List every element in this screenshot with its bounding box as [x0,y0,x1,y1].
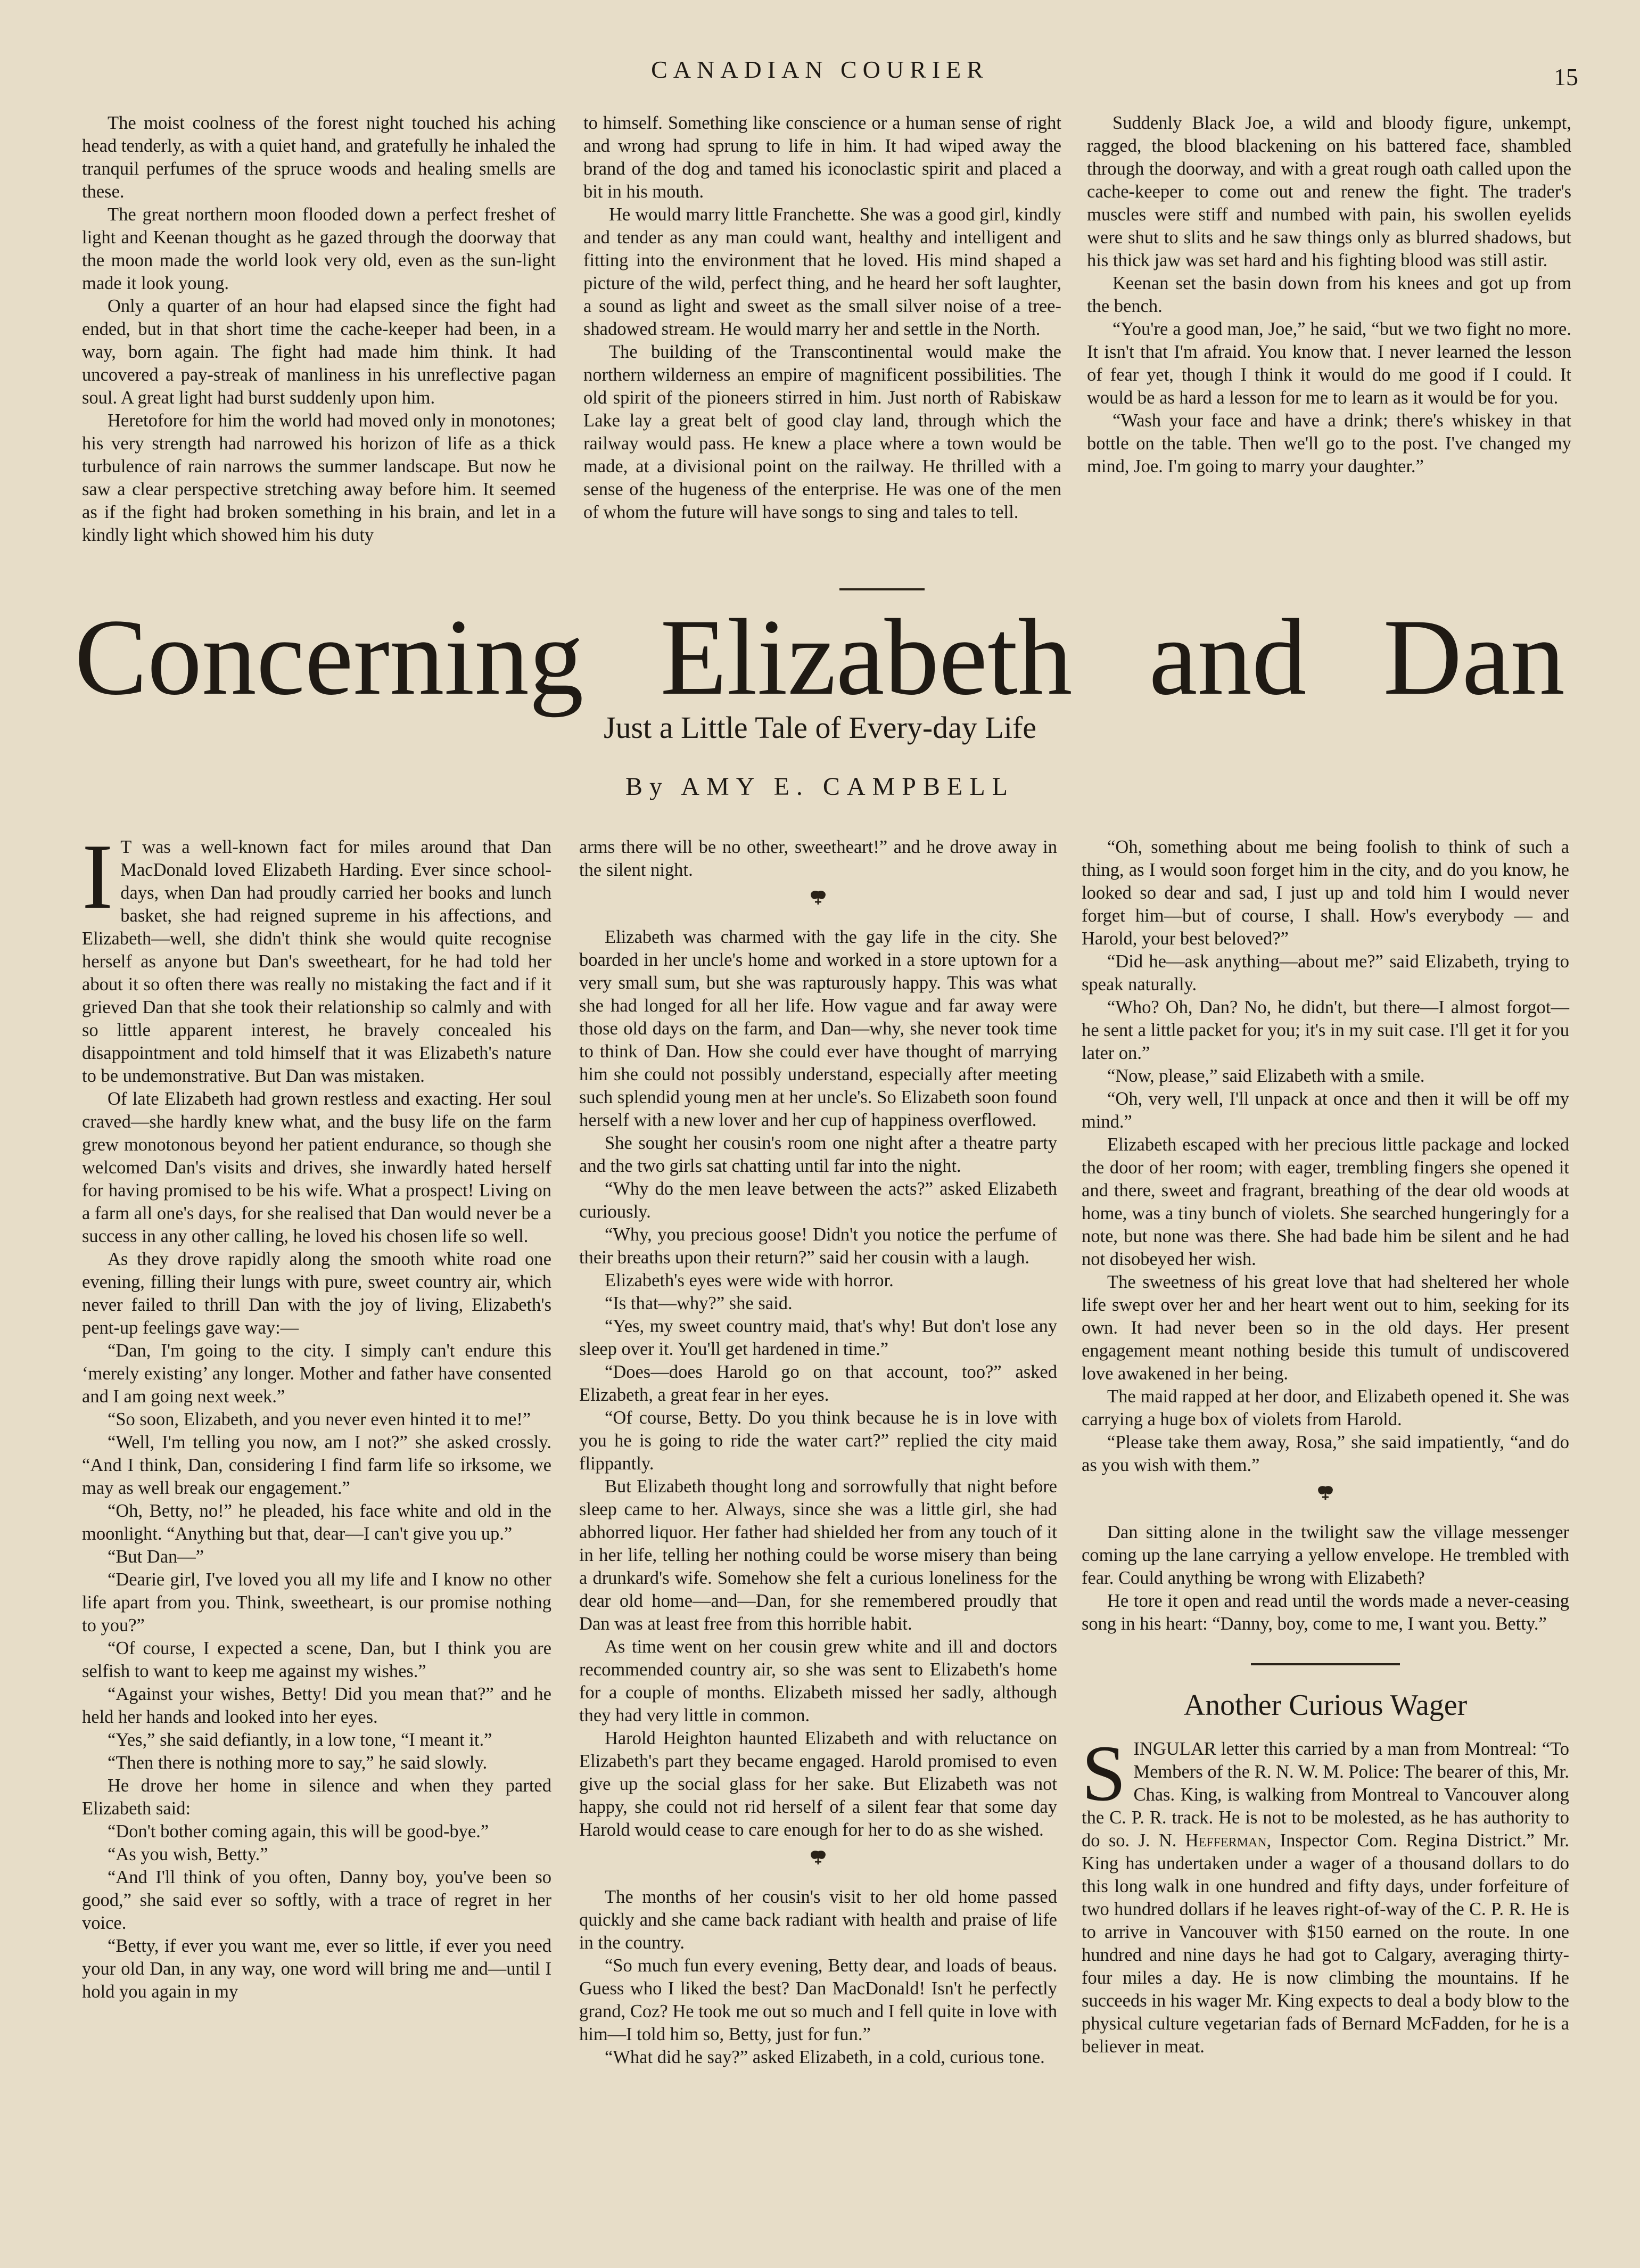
fleuron-ornament-icon [579,889,1057,912]
paragraph: “What did he say?” asked Elizabeth, in a cold, curious tone. [605,2047,1045,2067]
paragraph: “So much fun every evening, Betty dear, and loads of beaus. Guess who I liked the best? Dan MacDonald! Isn't he perfectly grand, Coz? He took me out so much and I fell quite in love with him—I told him so, Betty, just for fun.” [579,1955,1057,2044]
paragraph: As they drove rapidly along the smooth white road one evening, filling their lungs with pure, sweet country air, which never failed to thrill Dan with the joy of living, Elizabeth's pent-up feelings gave way:— [82,1249,551,1338]
sidebar-title: Another Curious Wager [1183,1689,1468,1722]
story-byline: By AMY E. CAMPBELL [625,773,1015,801]
paragraph: As time went on her cousin grew white and ill and doctors recommended country air, so she was sent to Elizabeth's home for a couple of months. Elizabeth missed her sadly, although they had very little in common. [579,1637,1057,1725]
paragraph: Suddenly Black Joe, a wild and bloody figure, unkempt, ragged, the blood blackening on his battered face, shambled through the doorway, and with a great rough oath called upon the cache-keeper to come out and renew the fight. The trader's muscles were stiff and numbed with pain, his swollen eyelids were shut to slits and he saw things only as blurred shadows, but his thick jaw was set hard and his fighting blood was still astir. [1087,113,1571,270]
story-column-3 [1082,836,1569,2058]
paragraph: “Does—does Harold go on that account, too?” asked Elizabeth, a great fear in her eyes. [579,1362,1057,1405]
paragraph: “Well, I'm telling you now, am I not?” she asked crossly. “And I think, Dan, considering I find farm life so irksome, we may as well break our engagement.” [82,1432,551,1498]
fleuron-ornament-icon [1082,1484,1569,1507]
paragraph: The building of the Transcontinental would make the northern wilderness an empire of magnificent possibilities. The old spirit of the pioneers stirred in him. Just north of Rabiskaw Lake lay a great belt of good clay land, through which the railway would pass. He knew a place where a town would be made, at a divisional point on the railway. He thrilled with a sense of the hugeness of the enterprise. He was one of the men of whom the future will have songs to sing and tales to tell. [583,342,1061,522]
paragraph: “Is that—why?” she said. [605,1293,793,1313]
top-story-column-1 [82,112,556,547]
story-column-1 [82,825,551,2003]
paragraph: “As you wish, Betty.” [108,1844,268,1864]
inspector-name: Hefferman [1185,1830,1267,1851]
paragraph: Harold Heighton haunted Elizabeth and with reluctance on Elizabeth's part they became engaged. Harold promised to even give up the social glass for her sake. But Elizabeth was not happy, she could not rid herself of a silent fear that some day Harold would cease to care enough for her to do as she wished. [579,1728,1057,1840]
paragraph: arms there will be no other, sweetheart!” and he drove away in the silent night. [579,837,1057,880]
paragraph: “Oh, Betty, no!” he pleaded, his face white and old in the moonlight. “Anything but that, dear—I can't give you up.” [82,1501,551,1544]
paragraph: The months of her cousin's visit to her old home passed quickly and she came back radiant with health and praise of life in the country. [579,1887,1057,1953]
paragraph: He tore it open and read until the words made a never-ceasing song in his heart: “Danny, boy, come to me, I want you. Betty.” [1082,1591,1569,1634]
sidebar-text: SINGULAR letter this carried by a man from Montreal: “To Members of the R. N. W. M. Police: The bearer of this, Mr. Chas. King, is walking from Montreal to Vancouver along the C. P. R. track. He is not to be molested, as he has authority to do so. J. N. Hefferman, Inspector Com. Regina District.” Mr. King has undertaken under a wager of a thousand dollars to do this long walk in one hundred and fifty days, under forfeiture of two hundred dollars if he leaves right-of-way of the C. P. R. He is to arrive in Vancouver with $150 earned on the route. In one hundred and nine days he had got to Calgary, averaging thirty-four miles a day. He is now climbing the mountains. If he succeeds in his wager Mr. King expects to deal a body blow to the physical culture vegetarian fads of Bernard McFadden, for he is a believer in meat. [1082,1729,1569,2057]
paragraph: “Wash your face and have a drink; there's whiskey in that bottle on the table. Then we'll go to the post. I've changed my mind, Joe. I'm going to marry your daughter.” [1087,410,1571,476]
paragraph: “Why do the men leave between the acts?” asked Elizabeth curiously. [579,1179,1057,1222]
paragraph: T was a well-known fact for miles around that Dan MacDonald loved Elizabeth Harding. Ever since school-days, when Dan had proudly carried her books and lunch basket, she had reigned supreme in his affections, and Elizabeth—well, she didn't think she would quite recognise herself as anyone but Dan's sweetheart, for he had told her about it so often there was really no mistaking the fact and if it grieved Dan that she took their relationship so calmly and with so little apparent interest, he bravely concealed his disappointment and told himself that it was Elizabeth's nature to be undemonstrative. But Dan was mistaken. [82,837,551,1086]
paragraph: “Now, please,” said Elizabeth with a smile. [1107,1066,1425,1086]
paragraph: The sweetness of his great love that had sheltered her whole life swept over her and her heart went out to him, seeking for its own. It had never been so in the old days. Her present engagement meant nothing beside this tumult of undiscovered love awakened in her being. [1082,1272,1569,1384]
paragraph: “But Dan—” [108,1547,204,1567]
paragraph: “Betty, if ever you want me, ever so little, if ever you need your old Dan, in any way, one word will bring me and—until I hold you again in my [82,1936,551,2002]
paragraph: Elizabeth escaped with her precious little package and locked the door of her room; with eager, trembling fingers she opened it and there, sweet and fragrant, breathing of the dear old woods at home, was a tiny bunch of violets. She searched hungeringly for a note, but none was there. She had bade him be silent and he had not disobeyed her wish. [1082,1135,1569,1269]
paragraph: Dan sitting alone in the twilight saw the village messenger coming up the lane carrying a yellow envelope. He trembled with fear. Could anything be wrong with Elizabeth? [1082,1522,1569,1588]
paragraph: Elizabeth's eyes were wide with horror. [605,1270,894,1291]
sidebar-divider [1251,1663,1400,1665]
paragraph: Heretofore for him the world had moved only in monotones; his very strength had narrowed his horizon of life as a thick turbulence of rain narrows the summer landscape. But now he saw a clear perspective stretching away before him. It seemed as if the fight had broken something in his brain, and let in a kindly light which showed him his duty [82,410,556,545]
paragraph: “Who? Oh, Dan? No, he didn't, but there—I almost forgot—he sent a little packet for you; it's in my suit case. I'll get it for you later on.” [1082,997,1569,1063]
paragraph: Only a quarter of an hour had elapsed since the fight had ended, but in that short time the cache-keeper had been, in a way, born again. The fight had made him think. It had uncovered a pay-streak of manliness in his unreflective pagan soul. A great light had burst suddenly upon him. [82,296,556,408]
paragraph: “Against your wishes, Betty! Did you mean that?” and he held her hands and looked into her eyes. [82,1684,551,1727]
paragraph: “Why, you precious goose! Didn't you notice the perfume of their breaths upon their return?” said her cousin with a laugh. [579,1225,1057,1268]
paragraph: The great northern moon flooded down a perfect freshet of light and Keenan thought as he gazed through the doorway that the moon made the world look very old, even as the sun-light made it look young. [82,204,556,293]
story-column-2 [579,836,1057,2069]
story-subtitle: Just a Little Tale of Every-day Life [603,710,1037,745]
paragraph: “Did he—ask anything—about me?” said Elizabeth, trying to speak naturally. [1082,951,1569,995]
sidebar-drop-cap: S [1082,1729,1126,1818]
paragraph: “Dearie girl, I've loved you all my life and I know no other life apart from you. Think, sweetheart, is our promise nothing to you?” [82,1569,551,1636]
paragraph: “Yes, my sweet country maid, that's why! But don't lose any sleep over it. You'll get hardened in time.” [579,1316,1057,1359]
paragraph: “Of course, I expected a scene, Dan, but I think you are selfish to want to keep me against my wishes.” [82,1638,551,1681]
paragraph: “Then there is nothing more to say,” he said slowly. [108,1753,488,1773]
paragraph: “You're a good man, Joe,” he said, “but we two fight no more. It isn't that I'm afraid. You know that. I never learned the lesson of fear yet, though I think it would do me good if I could. It would be as hard a lesson for me to learn as it would be for you. [1087,319,1571,408]
page-number: 15 [1554,63,1578,91]
paragraph: Keenan set the basin down from his knees and got up from the bench. [1087,273,1571,316]
paragraph: “Dan, I'm going to the city. I simply can't endure this ‘merely existing’ any longer. Mother and father have consented and I am going next week.” [82,1341,551,1407]
fleuron-ornament-icon [579,1849,1057,1872]
paragraph: But Elizabeth thought long and sorrowfully that night before sleep came to her. Always, since she was a little girl, she had abhorred liquor. Her father had shielded her from any touch of it in her life, telling her nothing could be worse misery than being a drunkard's wife. Somehow she felt a curious loneliness for the dear old home—and—Dan, for she remembered proudly that Dan was at least free from this horrible habit. [579,1476,1057,1634]
story-headline: Concerning Elizabeth and Dan [75,597,1565,718]
running-title: CANADIAN COURIER [651,56,989,83]
paragraph: Elizabeth was charmed with the gay life in the city. She boarded in her uncle's home and worked in a store uptown for a very small sum, but she was rapturously happy. This was what she had longed for all her life. How vague and far away were those old days on the farm, and Dan—why, she never took time to think of Dan. How she could ever have thought of marrying him she could not possibly understand, especially after meeting such splendid young men at her uncle's. So Elizabeth soon found herself with a new lover and her cup of happiness overflowed. [579,927,1057,1130]
paragraph: She sought her cousin's room one night after a theatre party and the two girls sat chatting until far into the night. [579,1133,1057,1176]
top-story-column-2 [583,112,1061,524]
paragraph: to himself. Something like conscience or a human sense of right and wrong had sprung to life in him. It had wiped away the brand of the dog and tamed his iconoclastic spirit and placed a bit in his mouth. [583,113,1061,202]
paragraph: “Please take them away, Rosa,” she said impatiently, “and do as you wish with them.” [1082,1432,1569,1475]
paragraph: “Don't bother coming again, this will be good-bye.” [108,1821,489,1842]
drop-cap: I [82,825,113,928]
paragraph: “And I'll think of you often, Danny boy, you've been so good,” she said ever so softly, with a trace of regret in her voice. [82,1867,551,1933]
paragraph: “So soon, Elizabeth, and you never even hinted it to me!” [108,1409,531,1429]
paragraph: “Oh, very well, I'll unpack at once and then it will be off my mind.” [1082,1089,1569,1132]
paragraph: “Yes,” she said defiantly, in a low tone, “I meant it.” [108,1730,492,1750]
paragraph: “Of course, Betty. Do you think because he is in love with you he is going to ride the water cart?” replied the city maid flippantly. [579,1408,1057,1474]
section-divider [839,588,925,590]
paragraph: He would marry little Franchette. She was a good girl, kindly and tender as any man could want, healthy and intelligent and fitting into the environment that he loved. His mind shaped a picture of the wild, perfect thing, and he heard her soft laughter, a sound as light and sweet as the small silver noise of a tree-shadowed stream. He would marry her and settle in the North. [583,204,1061,339]
paragraph: “Oh, something about me being foolish to think of such a thing, as I would soon forget him in the city, and do you know, he looked so dear and sad, I just up and told him I would never forget him—but of course, I shall. How's everybody — and Harold, your best beloved?” [1082,837,1569,949]
top-story-column-3 [1087,112,1571,478]
paragraph: The maid rapped at her door, and Elizabeth opened it. She was carrying a huge box of violets from Harold. [1082,1386,1569,1429]
paragraph: The moist coolness of the forest night touched his aching head tenderly, as with a quiet hand, and gratefully he inhaled the tranquil perfumes of the spruce woods and healing smells are these. [82,113,556,202]
paragraph: Of late Elizabeth had grown restless and exacting. Her soul craved—she hardly knew what, and the busy life on the farm grew monotonous beyond her patient endurance, so though she welcomed Dan's visits and drives, she inwardly hated herself for having promised to be his wife. What a prospect! Living on a farm all one's days, for she realised that Dan would never be a success in any other calling, he loved his chosen life so well. [82,1089,551,1246]
paragraph: He drove her home in silence and when they parted Elizabeth said: [82,1776,551,1819]
